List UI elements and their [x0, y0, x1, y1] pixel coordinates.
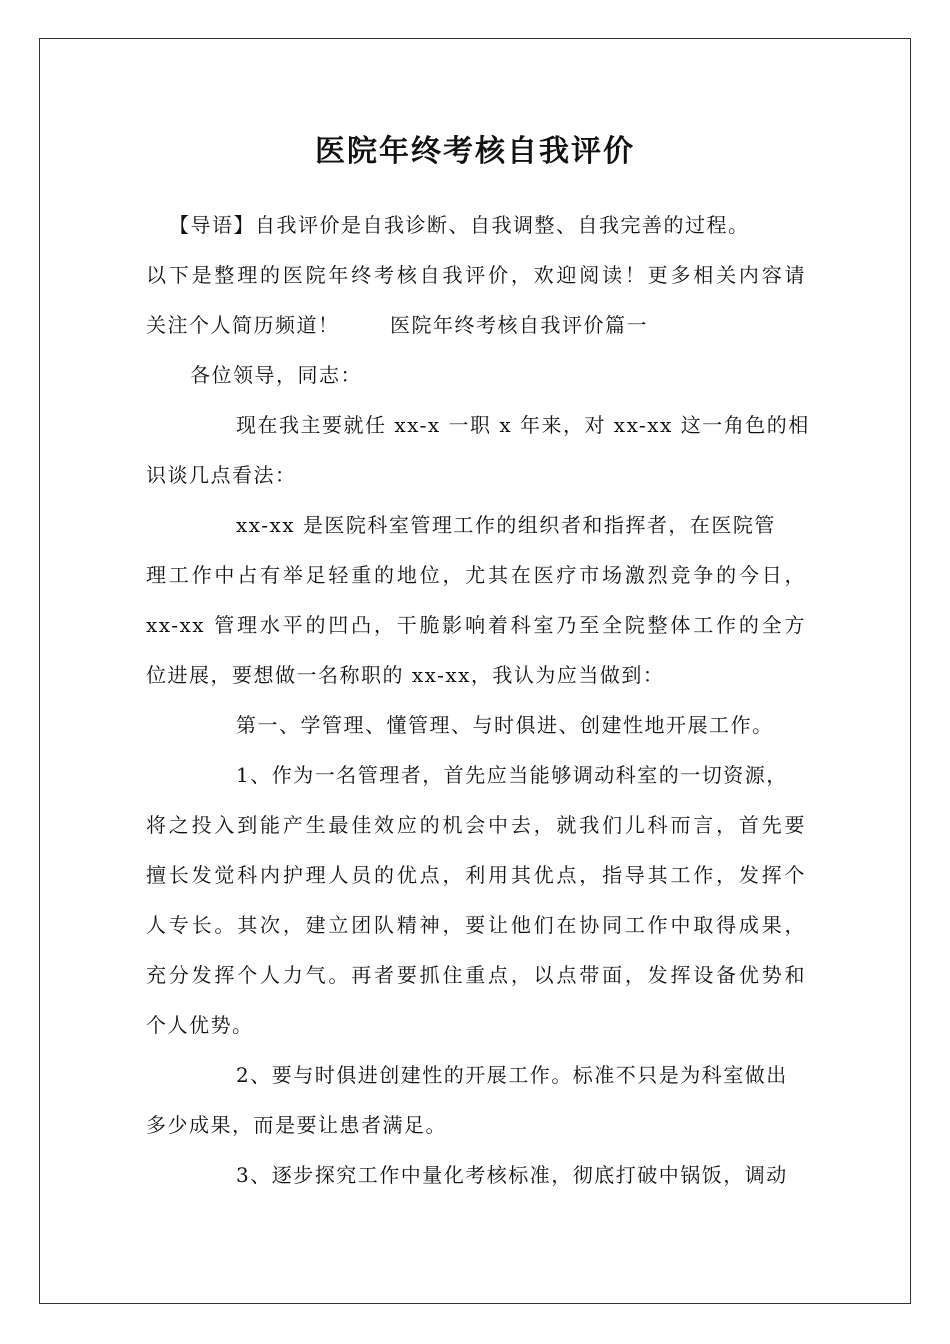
section-heading: 医院年终考核自我评价篇一: [390, 313, 648, 337]
paragraph-line: 第一、学管理、懂管理、与时俱进、创建性地开展工作。: [236, 713, 774, 737]
paragraph-line: 现在我主要就任 xx-x 一职 x 年来，对 xx-xx 这一角色的相: [236, 413, 810, 437]
intro-line: 以下是整理的医院年终考核自我评价，欢迎阅读！更多相关内容请: [146, 263, 806, 287]
salutation: 各位领导，同志：: [190, 363, 362, 387]
paragraph-line: xx-xx 管理水平的凹凸，干脆影响着科室乃至全院整体工作的全方: [146, 613, 806, 637]
paragraph-line: xx-xx 是医院科室管理工作的组织者和指挥者，在医院管: [236, 513, 776, 537]
paragraph-line: 个人优势。: [146, 1013, 254, 1037]
paragraph-line: 将之投入到能产生最佳效应的机会中去，就我们儿科而言，首先要: [146, 813, 806, 837]
intro-line: 关注个人简历频道！: [146, 313, 340, 337]
paragraph-line: 1、作为一名管理者，首先应当能够调动科室的一切资源，: [236, 763, 788, 787]
paragraph-line: 擅长发觉科内护理人员的优点，利用其优点，指导其工作，发挥个: [146, 863, 806, 887]
document-title: 医院年终考核自我评价: [315, 134, 635, 169]
paragraph-line: 识谈几点看法：: [146, 463, 297, 487]
paragraph-line: 多少成果，而是要让患者满足。: [146, 1113, 447, 1137]
paragraph-line: 位进展，要想做一名称职的 xx-xx，我认为应当做到：: [146, 663, 665, 687]
intro-line: 【导语】自我评价是自我诊断、自我调整、自我完善的过程。: [169, 213, 750, 237]
paragraph-line: 理工作中占有举足轻重的地位，尤其在医疗市场激烈竞争的今日，: [146, 563, 806, 587]
paragraph-line: 2、要与时俱进创建性的开展工作。标准不只是为科室做出: [236, 1063, 788, 1087]
paragraph-line: 人专长。其次，建立团队精神，要让他们在协同工作中取得成果，: [146, 913, 806, 937]
paragraph-line: 3、逐步探究工作中量化考核标准，彻底打破中锅饭，调动: [236, 1163, 788, 1187]
paragraph-line: 充分发挥个人力气。再者要抓住重点，以点带面，发挥设备优势和: [146, 963, 806, 987]
